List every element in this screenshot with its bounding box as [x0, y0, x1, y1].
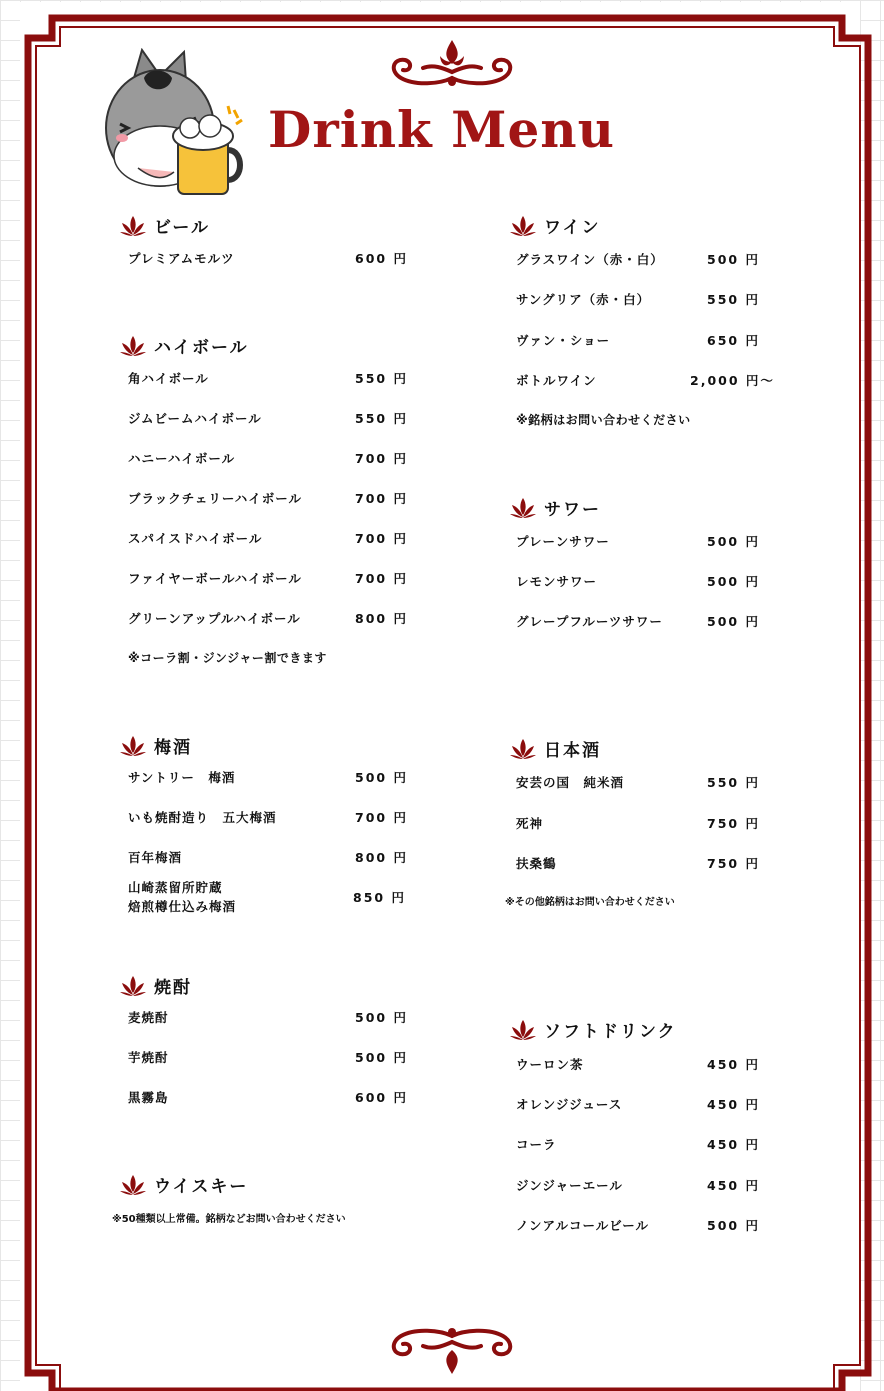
menu-item-name: 麦焼酎 [128, 1010, 169, 1025]
menu-item-name: 扶桑鶴 [516, 856, 557, 871]
section-heading: 焼酎 [154, 978, 192, 998]
lotus-leaf-icon [510, 497, 536, 519]
menu-item-name: ハニーハイボール [128, 451, 236, 466]
menu-item-price: 2,000 円～ [690, 373, 775, 388]
menu-item-price: 500 円 [355, 1010, 408, 1025]
menu-item-name: ボトルワイン [516, 373, 597, 388]
menu-item-name: ノンアルコールビール [516, 1218, 650, 1233]
menu-item-price: 450 円 [707, 1057, 760, 1072]
section-sour [510, 495, 601, 520]
section-note: ※銘柄はお問い合わせください [516, 413, 691, 427]
menu-item-price: 800 円 [355, 611, 408, 626]
menu-item-price: 500 円 [707, 1218, 760, 1233]
lotus-leaf-icon [120, 975, 146, 997]
menu-item-name-line2: 焙煎樽仕込み梅酒 [128, 899, 237, 914]
menu-item-price: 750 円 [707, 856, 760, 871]
menu-item-price: 650 円 [707, 333, 760, 348]
menu-item-price: 750 円 [707, 816, 760, 831]
menu-item-price: 500 円 [355, 1050, 408, 1065]
menu-item-price: 700 円 [355, 810, 408, 825]
section-note: ※コーラ割・ジンジャー割できます [128, 651, 327, 665]
lotus-leaf-icon [120, 735, 146, 757]
menu-item-name: ヴァン・ショー [516, 333, 611, 348]
menu-item-name: グリーンアップルハイボール [128, 611, 301, 626]
section-heading: ウイスキー [154, 1177, 249, 1197]
menu-item-name: 角ハイボール [128, 371, 209, 386]
menu-item-price: 550 円 [707, 292, 760, 307]
menu-item-name: ウーロン茶 [516, 1057, 584, 1072]
menu-item-price: 550 円 [355, 371, 408, 386]
menu-item-price: 500 円 [707, 574, 760, 589]
menu-item-price: 600 円 [355, 1090, 408, 1105]
menu-item-price: 600 円 [355, 251, 408, 266]
section-shochu [120, 973, 192, 998]
menu-item-name: 芋焼酎 [128, 1050, 169, 1065]
menu-item-name: ブラックチェリーハイボール [128, 491, 303, 506]
menu-item-name: いも焼酎造り 五大梅酒 [128, 810, 277, 825]
menu-item-name: コーラ [516, 1137, 557, 1152]
menu-item-price: 500 円 [707, 534, 760, 549]
section-soft-drink [510, 1017, 677, 1042]
section-whisky [120, 1172, 248, 1197]
menu-item-price: 700 円 [355, 571, 408, 586]
menu-item-price: 700 円 [355, 531, 408, 546]
lotus-leaf-icon [510, 215, 536, 237]
menu-item-price: 500 円 [707, 252, 760, 267]
lotus-leaf-icon [510, 738, 536, 760]
menu-item-price: 450 円 [707, 1137, 760, 1152]
menu-item-name: スパイスドハイボール [128, 531, 263, 546]
menu-item-name: グレープフルーツサワー [516, 614, 663, 629]
section-beer [120, 213, 210, 238]
cat-with-beer-icon [104, 48, 249, 198]
bottom-ornament-icon [385, 1326, 519, 1376]
section-heading: 梅酒 [154, 738, 192, 758]
menu-item-price: 850 円 [353, 890, 406, 905]
menu-item-name: 黒霧島 [128, 1090, 169, 1105]
menu-item-name: サングリア（赤・白） [516, 292, 651, 307]
section-heading: ワイン [544, 218, 601, 238]
menu-item-price: 450 円 [707, 1097, 760, 1112]
menu-item-price: 800 円 [355, 850, 408, 865]
menu-item-price: 500 円 [355, 770, 408, 785]
menu-item-name: グラスワイン（赤・白） [516, 252, 664, 267]
menu-item-price: 700 円 [355, 451, 408, 466]
menu-item-name: 山崎蒸留所貯蔵 [128, 880, 223, 895]
page-title: Drink Menu [268, 100, 615, 159]
menu-item-name: ジンジャーエール [516, 1178, 623, 1193]
menu-item-name: ジムビームハイボール [128, 411, 262, 426]
menu-item-name: 百年梅酒 [128, 850, 183, 865]
section-heading: ハイボール [154, 338, 249, 358]
menu-item-price: 550 円 [707, 775, 760, 790]
top-ornament-icon [385, 38, 519, 90]
menu-item-name: 安芸の国 純米酒 [516, 775, 625, 790]
menu-item-price: 550 円 [355, 411, 408, 426]
lotus-leaf-icon [120, 215, 146, 237]
menu-item-name: 死神 [516, 816, 544, 831]
section-highball [120, 333, 249, 358]
section-note: ※50種類以上常備。銘柄などお問い合わせください [112, 1214, 346, 1225]
menu-item-name: レモンサワー [516, 574, 598, 589]
menu-item-price: 700 円 [355, 491, 408, 506]
section-heading: ソフトドリンク [544, 1022, 677, 1042]
section-umeshu [120, 733, 192, 758]
section-wine [510, 213, 601, 238]
menu-item-name: オレンジジュース [516, 1097, 623, 1112]
lotus-leaf-icon [120, 1174, 146, 1196]
menu-item-name: サントリー 梅酒 [128, 770, 236, 785]
lotus-leaf-icon [510, 1019, 536, 1041]
section-sake [510, 736, 601, 761]
menu-item-name: プレーンサワー [516, 534, 610, 549]
lotus-leaf-icon [120, 335, 146, 357]
menu-item-name: プレミアムモルツ [128, 251, 235, 266]
menu-item-price: 500 円 [707, 614, 760, 629]
menu-item-name: ファイヤーボールハイボール [128, 571, 302, 586]
section-heading: サワー [544, 500, 601, 520]
menu-item-price: 450 円 [707, 1178, 760, 1193]
section-heading: 日本酒 [544, 741, 601, 761]
section-heading: ビール [154, 218, 210, 238]
section-note: ※その他銘柄はお問い合わせください [505, 897, 675, 908]
